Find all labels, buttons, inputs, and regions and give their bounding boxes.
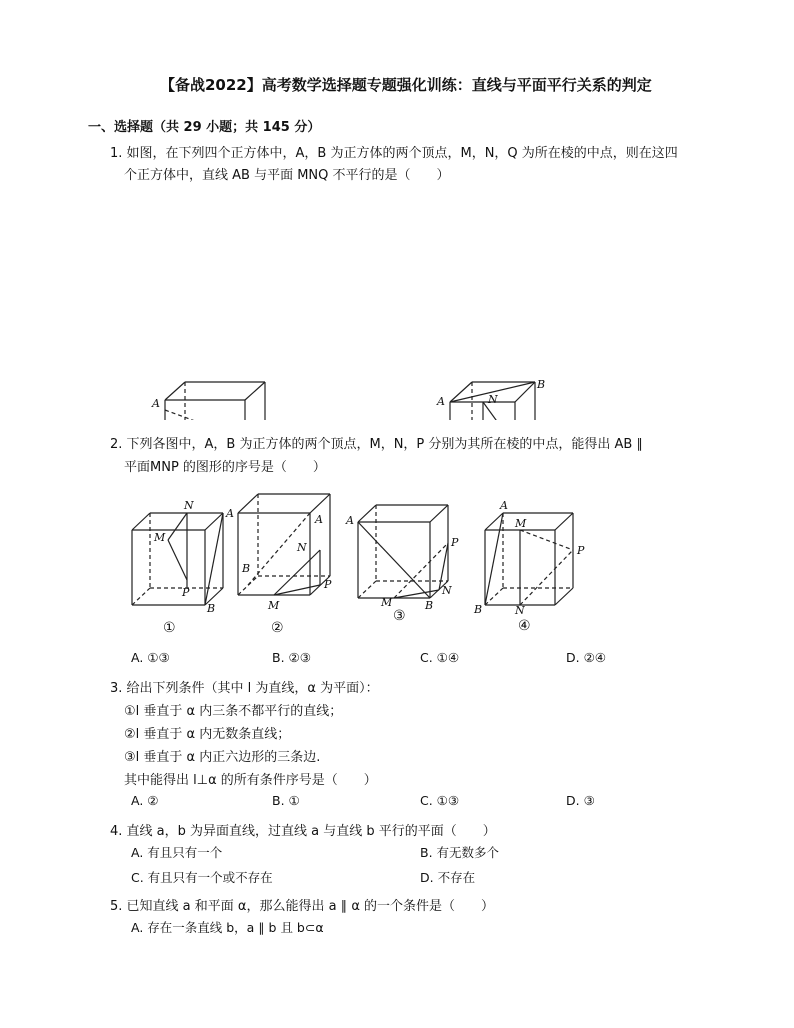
- q4-option-b[interactable]: B. 有无数多个: [420, 845, 500, 860]
- point-label: B: [537, 378, 546, 391]
- q2-figure-number-1: ①: [163, 620, 176, 636]
- q4-option-a[interactable]: A. 有且只有一个: [131, 845, 223, 860]
- question-3-prompt: 其中能得出 l⊥α 的所有条件序号是（ ）: [124, 773, 377, 788]
- q2-figure-number-3: ③: [393, 608, 406, 624]
- point-label: A: [346, 514, 354, 527]
- question-5-line-1: 5. 已知直线 a 和平面 α，那么能得出 a ∥ α 的一个条件是（ ）: [110, 899, 495, 914]
- question-3-line-1: 3. 给出下列条件（其中 l 为直线，α 为平面）：: [110, 681, 379, 696]
- question-1-line-2: 个正方体中，直线 AB 与平面 MNQ 不平行的是（ ）: [124, 168, 450, 183]
- question-4-line-1: 4. 直线 a，b 为异面直线，过直线 a 与直线 b 平行的平面（ ）: [110, 824, 496, 839]
- point-label: B: [207, 602, 216, 615]
- q3-condition-3: ③l 垂直于 α 内正六边形的三条边.: [124, 750, 321, 765]
- point-label: P: [182, 586, 190, 599]
- q2-figure-number-4: ④: [518, 618, 531, 634]
- point-label: M: [268, 599, 280, 612]
- point-label: N: [488, 393, 498, 406]
- point-label: B: [474, 603, 483, 616]
- q2-figure-2: [238, 494, 330, 595]
- q2-figure-1: [132, 513, 223, 605]
- point-label: A: [315, 513, 323, 526]
- q2-figure-number-2: ②: [271, 620, 284, 636]
- q3-option-d[interactable]: D. ③: [566, 793, 595, 808]
- q2-figure-3: [358, 505, 448, 598]
- section-heading: 一、选择题（共 29 小题；共 145 分）: [88, 120, 321, 135]
- point-label: M: [515, 517, 527, 530]
- point-label: P: [324, 578, 332, 591]
- point-label: A: [437, 395, 445, 408]
- q3-condition-2: ②l 垂直于 α 内无数条直线；: [124, 727, 291, 742]
- q2-option-b[interactable]: B. ②③: [272, 650, 311, 665]
- point-label: N: [184, 499, 194, 512]
- question-1-line-1: 1. 如图，在下列四个正方体中，A，B 为正方体的两个顶点，M，N，Q 为所在棱的中点，则在这四: [110, 146, 678, 161]
- q2-option-c[interactable]: C. ①④: [420, 650, 460, 665]
- q3-option-c[interactable]: C. ①③: [420, 793, 460, 808]
- point-label: B: [242, 562, 251, 575]
- point-label: A: [152, 397, 160, 410]
- point-label: A: [500, 499, 508, 512]
- point-label: P: [451, 536, 459, 549]
- q3-option-b[interactable]: B. ①: [272, 793, 300, 808]
- question-2-line-1: 2. 下列各图中，A，B 为正方体的两个顶点，M，N，P 分别为其所在棱的中点，能得出 AB ∥: [110, 437, 643, 452]
- point-label: M: [381, 596, 393, 609]
- point-label: N: [297, 541, 307, 554]
- point-label: N: [515, 604, 525, 617]
- q4-option-c[interactable]: C. 有且只有一个或不存在: [131, 870, 273, 885]
- point-label: A: [226, 507, 234, 520]
- q4-option-d[interactable]: D. 不存在: [420, 870, 476, 885]
- point-label: B: [425, 599, 434, 612]
- q2-figure-4: [485, 513, 573, 605]
- q3-option-a[interactable]: A. ②: [131, 793, 159, 808]
- q2-option-a[interactable]: A. ①③: [131, 650, 170, 665]
- point-label: N: [442, 584, 452, 597]
- q5-option-a[interactable]: A. 存在一条直线 b，a ∥ b 且 b⊂α: [131, 920, 324, 935]
- point-label: M: [154, 531, 166, 544]
- q3-condition-1: ①l 垂直于 α 内三条不都平行的直线；: [124, 704, 343, 719]
- question-2-line-2: 平面MNP 的图形的序号是（ ）: [124, 460, 326, 475]
- q2-option-d[interactable]: D. ②④: [566, 650, 606, 665]
- page-title: 【备战2022】高考数学选择题专题强化训练：直线与平面平行关系的判定: [160, 76, 652, 94]
- point-label: P: [577, 544, 585, 557]
